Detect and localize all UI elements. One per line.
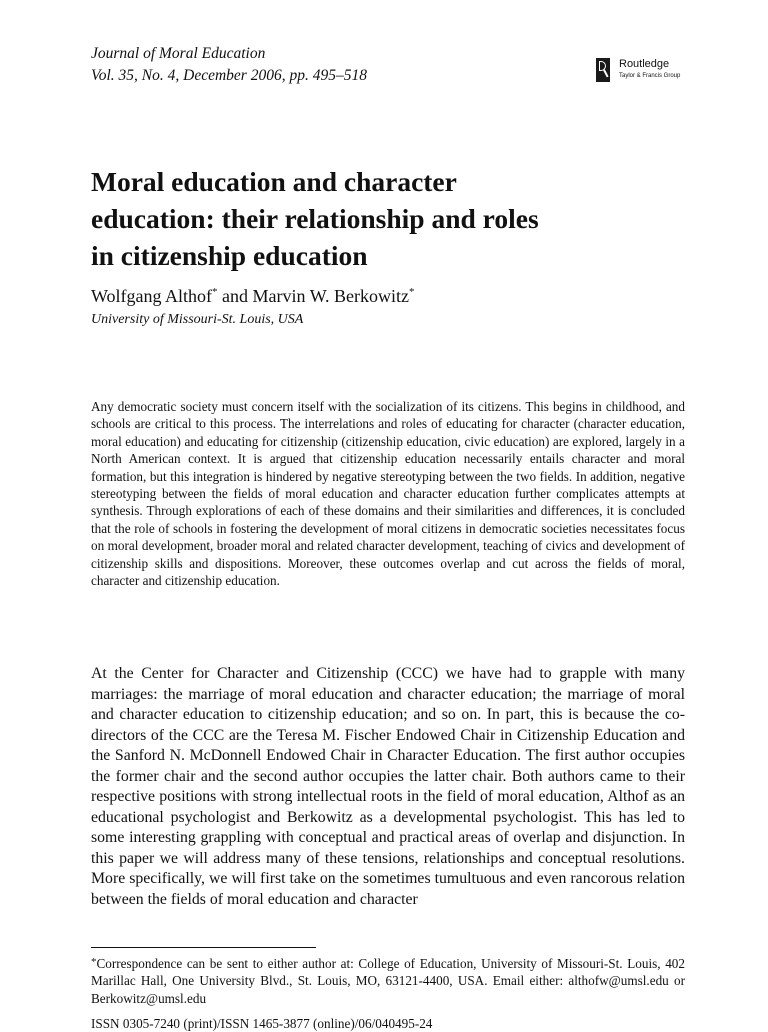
journal-header [91,43,367,87]
publisher-group: Taylor & Francis Group [619,73,681,79]
footnote-mark: * [91,956,97,968]
title-line: education: their relationship and roles [91,203,539,234]
title-line: Moral education and character [91,166,457,197]
author-name: Wolfgang Althof [91,286,213,306]
author-footnote-mark: * [212,286,218,298]
body-paragraph: At the Center for Character and Citizenship (CCC) we have had to grapple with many marriages: the marriage of moral education and character education; the marriage of moral and character education to citizenship education; and so on. In part, this is because the co-directors of the CCC are the Teresa M. Fischer Endowed Chair in Citizenship Education and the Sanford N. McDonnell Endowed Chair in Character Education. The first author occupies the former chair and the second author occupies the latter chair. Both authors came to their respective positions with strong intellectual roots in the field of moral education, Althof as an educational psychologist and Berkowitz as a developmental psychologist. This has led to some interesting grappling with conceptual and practical areas of overlap and disjunction. In this paper we will address many of these tensions, relationships and conceptual resolutions. More specifically, we will first take on the sometimes tumultuous and even rancorous relation between the fields of moral education and character [91,665,685,908]
abstract: Any democratic society must concern itself with the socialization of its citizens. This begins in childhood, and schools are critical to this process. The interrelations and roles of educating for character (character education, moral education) and educating for citizenship (citizenship education, civic education) are explored, largely in a North American context. It is argued that citizenship education necessarily entails character and moral formation, but this integration is hindered by negative stereotyping between the two fields. In addition, negative stereotyping between the fields of moral education and character education further complicates attempts at synthesis. Through explorations of each of these domains and their similarities and differences, it is concluded that the role of schools in fostering the development of moral citizens in democratic societies necessitates focus on moral development, broader moral and related character development, teaching of civics and development of citizenship skills and dispositions. Moreover, these outcomes overlap and cut across the fields of moral, character and citizenship education. [91,399,685,589]
article-title [91,163,691,274]
title-line: in citizenship education [91,240,368,271]
issn-line: ISSN 0305-7240 (print)/ISSN 1465-3877 (online)/06/040495-24 [91,1016,433,1031]
routledge-logo-icon [596,58,610,82]
footnote-text: Correspondence can be sent to either author at: College of Education, University of Missouri-St. Louis, 402 Marillac Hall, One University Blvd., St. Louis, MO, 63121-4400, USA. Email either: althofw@umsl.edu or Berkowitz@umsl.edu [91,956,685,1006]
author-name: and Marvin W. Berkowitz [222,286,410,306]
journal-name: Journal of Moral Education [91,45,266,62]
author-footnote-mark: * [409,286,415,298]
publisher-name: Routledge [619,58,670,70]
footnote-divider [91,947,316,948]
journal-citation: Vol. 35, No. 4, December 2006, pp. 495–518 [91,67,367,84]
article-authors [91,284,415,308]
author-affiliation: University of Missouri-St. Louis, USA [91,312,304,327]
footnote [91,954,685,1007]
